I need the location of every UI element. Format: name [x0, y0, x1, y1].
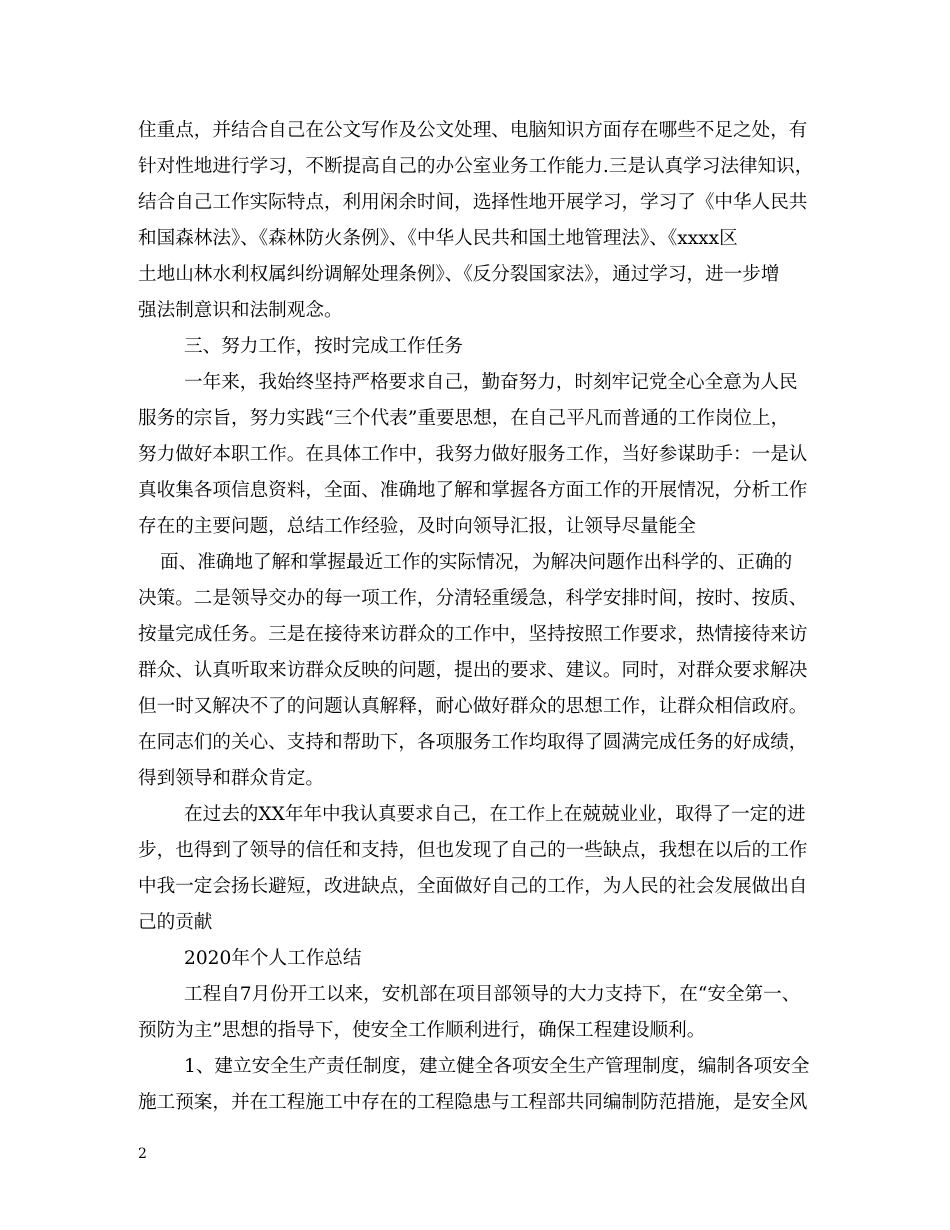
text-line: 按量完成任务。三是在接待来访群众的工作中，坚持按照工作要求，热情接待来访	[138, 624, 808, 645]
text-line: 住重点，并结合自己在公文写作及公文处理、电脑知识方面存在哪些不足之处，有	[138, 120, 808, 141]
text-line: 工程自7月份开工以来，安机部在项目部领导的大力支持下，在“安全第一、	[184, 984, 801, 1005]
text-line: 在过去的XX年年中我认真要求自己，在工作上在兢兢业业，取得了一定的进	[184, 804, 806, 825]
text-line: 真收集各项信息资料，全面、准确地了解和掌握各方面工作的开展情况，分析工作	[138, 480, 808, 501]
text-line: 中我一定会扬长避短，改进缺点，全面做好自己的工作，为人民的社会发展做出自	[138, 876, 808, 897]
text-line: 但一时又解决不了的问题认真解释，耐心做好群众的思想工作，让群众相信政府。	[138, 696, 808, 717]
text-line: 群众、认真听取来访群众反映的问题，提出的要求、建议。同时，对群众要求解决	[138, 660, 808, 681]
text-line: 施工预案，并在工程施工中存在的工程隐患与工程部共同编制防范措施，是安全风	[138, 1092, 808, 1113]
text-line: 存在的主要问题，总结工作经验，及时向领导汇报，让领导尽量能全	[138, 516, 696, 537]
text-line: 1、建立安全生产责任制度，建立健全各项安全生产管理制度，编制各项安全	[184, 1056, 810, 1077]
text-line: 步，也得到了领导的信任和支持，但也发现了自己的一些缺点，我想在以后的工作	[138, 840, 808, 861]
text-line: 强法制意识和法制观念。	[138, 300, 343, 321]
text-line: 在同志们的关心、支持和帮助下，各项服务工作均取得了圆满完成任务的好成绩，	[138, 732, 808, 753]
text-line: 决策。二是领导交办的每一项工作，分清轻重缓急，科学安排时间，按时、按质、	[138, 588, 808, 609]
text-line: 土地山林水利权属纠纷调解处理条例》、《反分裂国家法》，通过学习，进一步增	[138, 264, 780, 285]
text-line: 结合自己工作实际特点，利用闲余时间，选择性地开展学习，学习了《中华人民共	[138, 192, 808, 213]
text-line: 预防为主”思想的指导下，使安全工作顺利进行，确保工程建设顺利。	[138, 1020, 706, 1041]
text-line: 一年来，我始终坚持严格要求自己，勤奋努力，时刻牢记党全心全意为人民	[184, 372, 798, 393]
text-line: 服务的宗旨，努力实践“三个代表”重要思想，在自己平凡而普通的工作岗位上，	[138, 408, 790, 429]
text-line: 面、准确地了解和掌握最近工作的实际情况，为解决问题作出科学的、正确的	[160, 552, 793, 573]
text-line: 己的贡献	[138, 912, 213, 933]
text-line: 和国森林法》、《森林防火条例》、《中华人民共和国土地管理法》、《xxxx区	[138, 228, 738, 249]
text-line: 针对性地进行学习，不断提高自己的办公室业务工作能力.三是认真学习法律知识，	[138, 156, 814, 177]
section-heading: 2020年个人工作总结	[184, 948, 362, 969]
section-heading: 三、努力工作，按时完成工作任务	[184, 336, 463, 357]
text-line: 得到领导和群众肯定。	[138, 768, 324, 789]
text-line: 努力做好本职工作。在具体工作中，我努力做好服务工作，当好参谋助手：一是认	[138, 444, 808, 465]
page-number: 2	[138, 1146, 147, 1162]
